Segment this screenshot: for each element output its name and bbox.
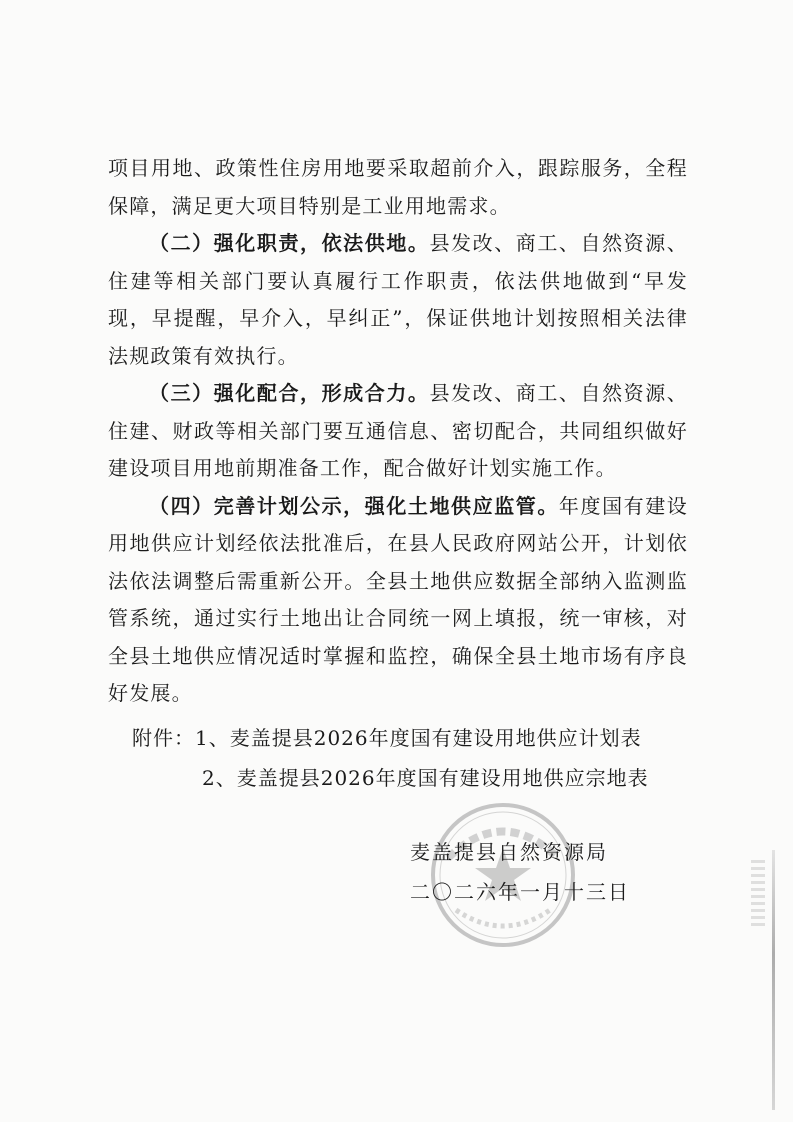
- scan-edge-noise: [751, 860, 765, 930]
- attachment-line-1: [132, 718, 692, 758]
- section-heading-3: （三）强化配合，形成合力。: [149, 381, 430, 405]
- attachments-label: 附件：: [132, 726, 195, 750]
- scan-edge-mark: [772, 850, 775, 1110]
- section-heading-2: （二）强化职责，依法供地。: [149, 231, 430, 255]
- attachment-item-2: 2、麦盖提县2026年度国有建设用地供应宗地表: [202, 766, 649, 790]
- signature-block: [410, 832, 650, 912]
- attachments-block: [132, 718, 692, 798]
- section-text-4: 年度国有建设用地供应计划经依法批准后，在县人民政府网站公开，计划依法依法调整后需重新公开。全县土地供应数据全部纳入监测监管系统，通过实行土地出让合同统一网上填报，统一审核，对全县土地供应情况适时掌握和监控，确保全县土地市场有序良好发展。: [108, 493, 688, 705]
- section-text-2: 县发改、商工、自然资源、住建等相关部门要认真履行工作职责，依法供地做到“早发现，早提醒，早介入，早纠正”，保证供地计划按照相关法律法规政策有效执行。: [108, 231, 688, 368]
- section-heading-4: （四）完善计划公示，强化土地供应监管。: [149, 493, 559, 518]
- section-paragraph-4: [108, 488, 688, 713]
- section-paragraph-3: [108, 375, 688, 488]
- document-body: [108, 150, 688, 713]
- attachment-line-2: [132, 758, 692, 798]
- attachment-item-1: 1、麦盖提县2026年度国有建设用地供应计划表: [195, 726, 642, 750]
- section-text-3: 县发改、商工、自然资源、住建、财政等相关部门要互通信息、密切配合，共同组织做好建设项目用地前期准备工作，配合做好计划实施工作。: [108, 381, 688, 480]
- signature-date: 二〇二六年一月十三日: [410, 880, 630, 904]
- signature-organization: 麦盖提县自然资源局: [410, 840, 608, 864]
- section-paragraph-2: [108, 225, 688, 375]
- continuation-paragraph: 项目用地、政策性住房用地要采取超前介入，跟踪服务，全程保障，满足更大项目特别是工业用地需求。: [108, 156, 688, 218]
